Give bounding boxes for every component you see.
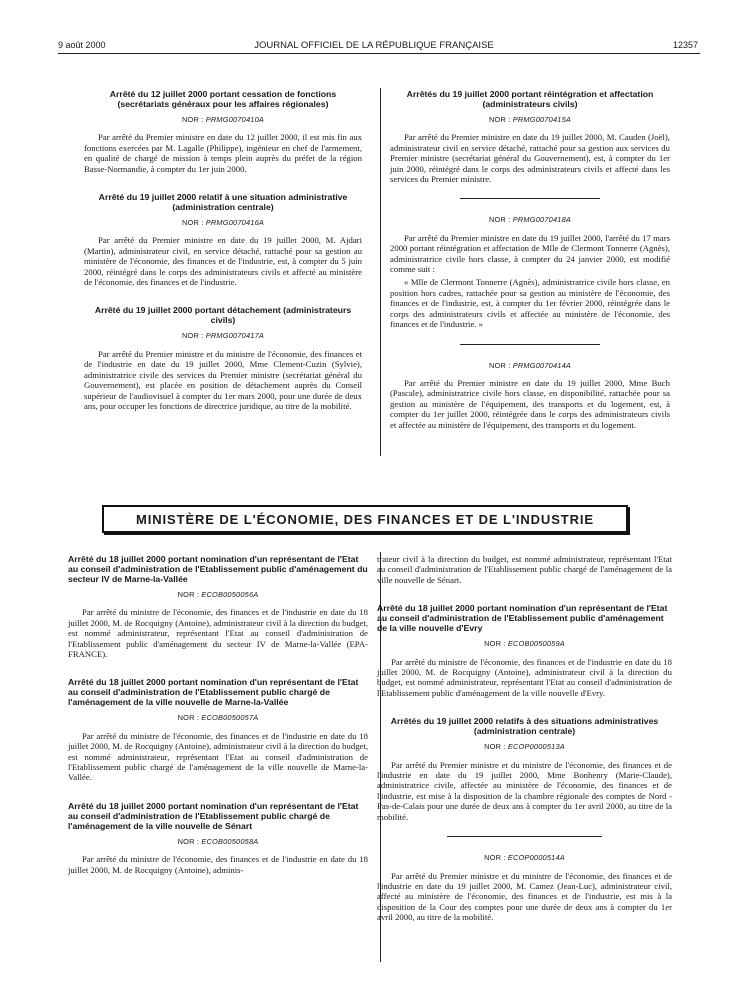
nor-label: NOR :: [488, 360, 511, 370]
nor-reference: [84, 331, 362, 341]
article-paragraph: Par arrêté du Premier ministre et du ministre de l'économie, des finances et de l'industrie en date du 19 juillet 2000, M. Camez (Jean-Luc), administrateur civil, affecté au ministère de l'économie, des finances et de l'industrie, est mis à la disposition de la Cour des comptes pour une durée de deux ans à compter du 1er avril 2000, au titre de la mobilité.: [377, 870, 672, 923]
article-paragraph: Par arrêté du ministre de l'économie, des finances et de l'industrie en date du 18 juillet 2000, M. de Rocquigny (Antoine), administrateur civil à la direction du budget, est nommé administrateur, représentant l'Etat au conseil d'administration de l'Etablissement public d'aménagement de la ville nouvelle d'Evry.: [377, 656, 672, 698]
article-title: Arrêté du 19 juillet 2000 relatif à une situation administrative (administration centrale): [98, 192, 348, 213]
article-title: Arrêté du 12 juillet 2000 portant cessation de fonctions (secrétariats généraux pour les affaires régionales): [109, 89, 337, 109]
nor-code: ECOB0050058A: [201, 836, 259, 846]
nor-label: NOR :: [488, 215, 511, 225]
lower-left-column: [68, 554, 368, 878]
article-title: Arrêté du 18 juillet 2000 portant nomination d'un représentant de l'Etat au conseil d'administration de l'Etablissement public d'aménagement de la ville nouvelle d'Evry: [377, 603, 668, 634]
nor-label: NOR :: [181, 331, 204, 341]
article-title: Arrêtés du 19 juillet 2000 relatifs à des situations administratives (administration centrale): [390, 716, 659, 737]
article: [84, 192, 362, 287]
article-title: Arrêté du 18 juillet 2000 portant nomination d'un représentant de l'Etat au conseil d'administration de l'Etablissement public chargé de l'aménagement de la ville nouvelle de Marne-la-Vallée: [68, 677, 359, 708]
upper-left-column: [84, 89, 362, 414]
article: [390, 215, 670, 329]
nor-code: PRMG0070417A: [205, 331, 265, 341]
article-paragraph: Par arrêté du Premier ministre en date du 19 juillet 2000, l'arrêté du 17 mars 2000 portant réintégration et affectation de Mlle de Clermont Tonnerre (Agnès), administratrice civile hors classe, à compter du 24 janvier 2000, est modifié comme suit :: [390, 232, 670, 275]
nor-label: NOR :: [177, 713, 200, 723]
header-rule: [58, 53, 700, 54]
nor-reference: [390, 215, 670, 225]
nor-code: PRMG0070418A: [512, 215, 572, 225]
nor-reference: [68, 713, 368, 723]
nor-reference: [390, 361, 670, 371]
nor-reference: [377, 639, 672, 649]
nor-label: NOR :: [484, 853, 506, 863]
article: [390, 361, 670, 430]
article: [68, 677, 368, 782]
ministry-banner: MINISTÈRE DE L'ÉCONOMIE, DES FINANCES ET DE L'INDUSTRIE: [102, 505, 628, 533]
article-title: Arrêtés du 19 juillet 2000 portant réintégration et affectation (administrateurs civils): [406, 89, 654, 109]
nor-reference: [377, 853, 672, 863]
nor-label: NOR :: [484, 742, 506, 752]
nor-code: PRMG0070414A: [512, 360, 572, 370]
article-separator: [460, 198, 600, 199]
article-paragraph: Par arrêté du Premier ministre en date du 19 juillet 2000, Mme Buch (Pascale), administratrice civile hors classe, en disponibilité, rattachée pour sa gestion au ministère de l'équipement, des transports et du logement, est, à compter du 1er juillet 2000, réintégrée dans le corps des administrateurs civils et affectée au ministère de l'équipement, des transports et du logement.: [390, 377, 670, 430]
article-separator: [447, 836, 602, 837]
article-paragraph: Par arrêté du Premier ministre et du ministre de l'économie, des finances et de l'industrie en date du 19 juillet 2000, Mme Clement-Cuzin (Sylvie), administratrice civile des services du Premier ministre (secrétariat général du Gouvernement), est placée en position de détachement auprès du Conseil supérieur de l'audiovisuel à compter du 1er mars 2000, pour une durée de deux ans, pour occuper les fonctions de directrice juridique, au titre de la mobilité.: [84, 348, 362, 411]
header-page-number: 12357: [672, 40, 698, 50]
header-journal-title: JOURNAL OFFICIEL DE LA RÉPUBLIQUE FRANÇAISE: [254, 40, 494, 51]
article: [377, 716, 672, 822]
nor-label: NOR :: [177, 836, 200, 846]
nor-code: ECOB0050056A: [201, 590, 259, 599]
nor-code: ECOB0050059A: [507, 639, 565, 649]
nor-label: NOR :: [488, 115, 511, 124]
article-paragraph: Par arrêté du Premier ministre en date du 19 juillet 2000, M. Ajdari (Martin), administrateur civil, en service détaché, rattaché pour sa gestion au ministère de l'économie, des finances et de l'industrie, est, à compter du 5 juin 2000, réintégré dans le corps des administrateurs civils et affecté au ministère de l'économie, des finances et de l'industrie.: [84, 235, 362, 288]
nor-reference: [84, 115, 362, 125]
nor-code: PRMG0070416A: [205, 218, 265, 228]
article-title: Arrêté du 19 juillet 2000 portant détachement (administrateurs civils): [94, 305, 352, 326]
nor-reference: [68, 590, 368, 600]
nor-reference: [390, 115, 670, 125]
article: [377, 603, 672, 698]
article: [390, 89, 670, 184]
nor-reference: [84, 218, 362, 228]
article-paragraph: Par arrêté du Premier ministre en date du 12 juillet 2000, il est mis fin aux fonctions exercées par M. Lagalle (Philippe), ingénieur en chef de l'armement, en qualité de chargé de mission à temps plein auprès du préfet de la région Basse-Normandie, à compter du 1er juin 2000.: [84, 132, 362, 174]
article-paragraph: Par arrêté du Premier ministre en date du 19 juillet 2000, M. Cauden (Joël), administrateur civil en service détaché, rattaché pour sa gestion aux services du Premier ministre (secrétariat général du Gouvernement), est, à compter du 1er juin 2000, réintégré dans le corps des administrateurs civils et affecté dans les services du Premier ministre.: [390, 132, 670, 185]
nor-label: NOR :: [181, 115, 204, 124]
nor-code: ECOB0050057A: [201, 713, 259, 723]
article: [68, 554, 368, 659]
article-title: Arrêté du 18 juillet 2000 portant nomination d'un représentant de l'Etat au conseil d'administration de l'Etablissement public chargé de l'aménagement de la ville nouvelle de Sénart: [68, 800, 359, 831]
article-title: Arrêté du 18 juillet 2000 portant nomination d'un représentant de l'Etat au conseil d'administration de l'Etablissement public d'aménagement du secteur IV de Marne-la-Vallée: [68, 554, 368, 584]
article-paragraph: Par arrêté du ministre de l'économie, des finances et de l'industrie en date du 18 juillet 2000, M. de Rocquigny (Antoine), administrateur civil à la direction du budget, est nommé administrateur, représentant l'Etat au conseil d'administration de l'Etablissement public chargé de l'aménagement de la ville nouvelle de Marne-la-Vallée.: [68, 730, 368, 783]
lower-right-column: [377, 554, 672, 926]
article-paragraph: Par arrêté du Premier ministre et du ministre de l'économie, des finances et de l'industrie en date du 19 juillet 2000, Mme Bonhenry (Marie-Claude), administratrice civile, affectée au ministère de l'économie, des finances et de l'industrie, est mise à la disposition de la chambre régionale des comptes de Nord - Pas-de-Calais pour une durée de deux ans à compter du 1er avril 2000, au titre de la mobilité.: [377, 759, 672, 822]
continued-paragraph: trateur civil à la direction du budget, est nommé administrateur, représentant l'Etat au conseil d'administration de l'Etablissement public chargé de l'aménagement de la ville nouvelle de Sénart.: [377, 554, 672, 585]
article-separator: [460, 344, 600, 345]
article-quote-paragraph: « Mlle de Clermont Tonnerre (Agnès), administratrice civile hors classe, en position hors cadres, rattachée pour sa gestion au ministère de l'économie, des finances et de l'industrie, est, à compter du 1er février 2000, réintégrée dans le corps des administrateurs civils et affectée au ministère de l'économie, des finances et de l'industrie. »: [390, 277, 670, 330]
nor-label: NOR :: [177, 590, 200, 599]
header-date: 9 août 2000: [58, 40, 106, 50]
nor-label: NOR :: [181, 218, 204, 228]
article-paragraph: Par arrêté du ministre de l'économie, des finances et de l'industrie en date du 18 juillet 2000, M. de Rocquigny (Antoine), adminis-: [68, 854, 368, 875]
article-paragraph: Par arrêté du ministre de l'économie, des finances et de l'industrie en date du 18 juillet 2000, M. de Rocquigny (Antoine), administrateur civil à la direction du budget, est nommé administrateur, représentant l'Etat au conseil d'administration de l'Etablissement public d'aménagement du secteur IV de Marne-la-Vallée (EPA-FRANCE).: [68, 607, 368, 660]
nor-code: PRMG0070410A: [205, 115, 265, 124]
column-divider-upper: [380, 88, 381, 456]
nor-reference: [377, 742, 672, 752]
nor-code: ECOP0000513A: [507, 742, 565, 752]
article: [377, 853, 672, 922]
nor-label: NOR :: [484, 639, 506, 649]
article: [68, 801, 368, 875]
article: [84, 305, 362, 411]
nor-code: ECOP0000514A: [507, 853, 565, 863]
nor-reference: [68, 837, 368, 847]
upper-right-column: [390, 89, 670, 433]
nor-code: PRMG0070415A: [512, 115, 572, 124]
article: [84, 89, 362, 174]
